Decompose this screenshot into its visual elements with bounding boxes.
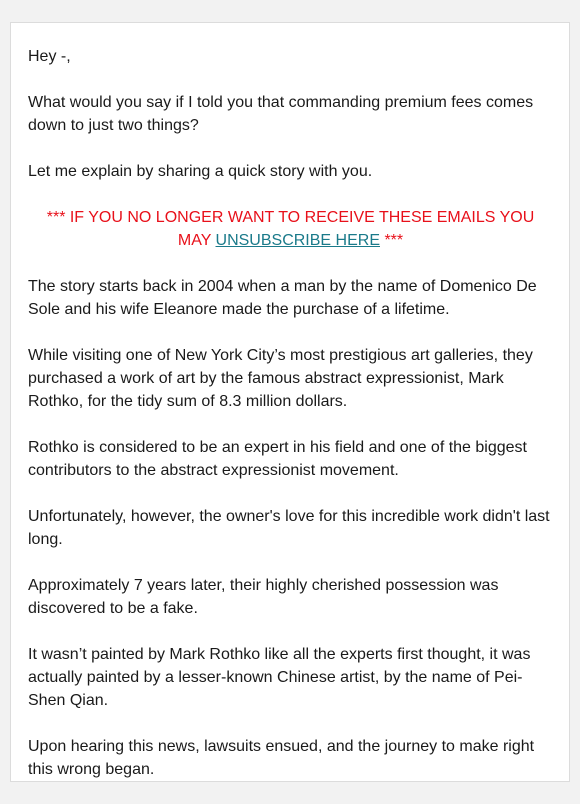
unsubscribe-notice [28, 206, 553, 252]
story-paragraph: It wasn’t painted by Mark Rothko like all the experts first thought, it was actually painted by a lesser-known Chinese artist, by the name of Pei-Shen Qian. [28, 646, 531, 709]
intro-paragraph: What would you say if I told you that commanding premium fees comes down to just two things? [28, 94, 534, 134]
story-paragraph: Unfortunately, however, the owner's love for this incredible work didn't last long. [28, 508, 550, 548]
story-paragraph: Upon hearing this news, lawsuits ensued, and the journey to make right this wrong began. [28, 738, 535, 778]
story-paragraph: Approximately 7 years later, their highly cherished possession was discovered to be a fake. [28, 577, 499, 617]
lead-in-paragraph: Let me explain by sharing a quick story with you. [28, 163, 373, 180]
greeting: Hey -, [28, 48, 71, 65]
story-paragraph: The story starts back in 2004 when a man by the name of Domenico De Sole and his wife Eleanore made the purchase of a lifetime. [28, 278, 537, 318]
story-paragraph: Rothko is considered to be an expert in his field and one of the biggest contributors to the abstract expressionist movement. [28, 439, 527, 479]
notice-suffix: *** [380, 232, 404, 249]
unsubscribe-link[interactable]: UNSUBSCRIBE HERE [215, 232, 380, 249]
story-paragraph: While visiting one of New York City’s most prestigious art galleries, they purchased a work of art by the famous abstract expressionist, Mark Rothko, for the tidy sum of 8.3 million dollars. [28, 347, 533, 410]
notice-prefix: *** IF YOU NO LONGER WANT TO RECEIVE THESE EMAILS YOU MAY [46, 209, 535, 249]
email-content [28, 45, 553, 804]
email-body-frame [10, 22, 570, 782]
